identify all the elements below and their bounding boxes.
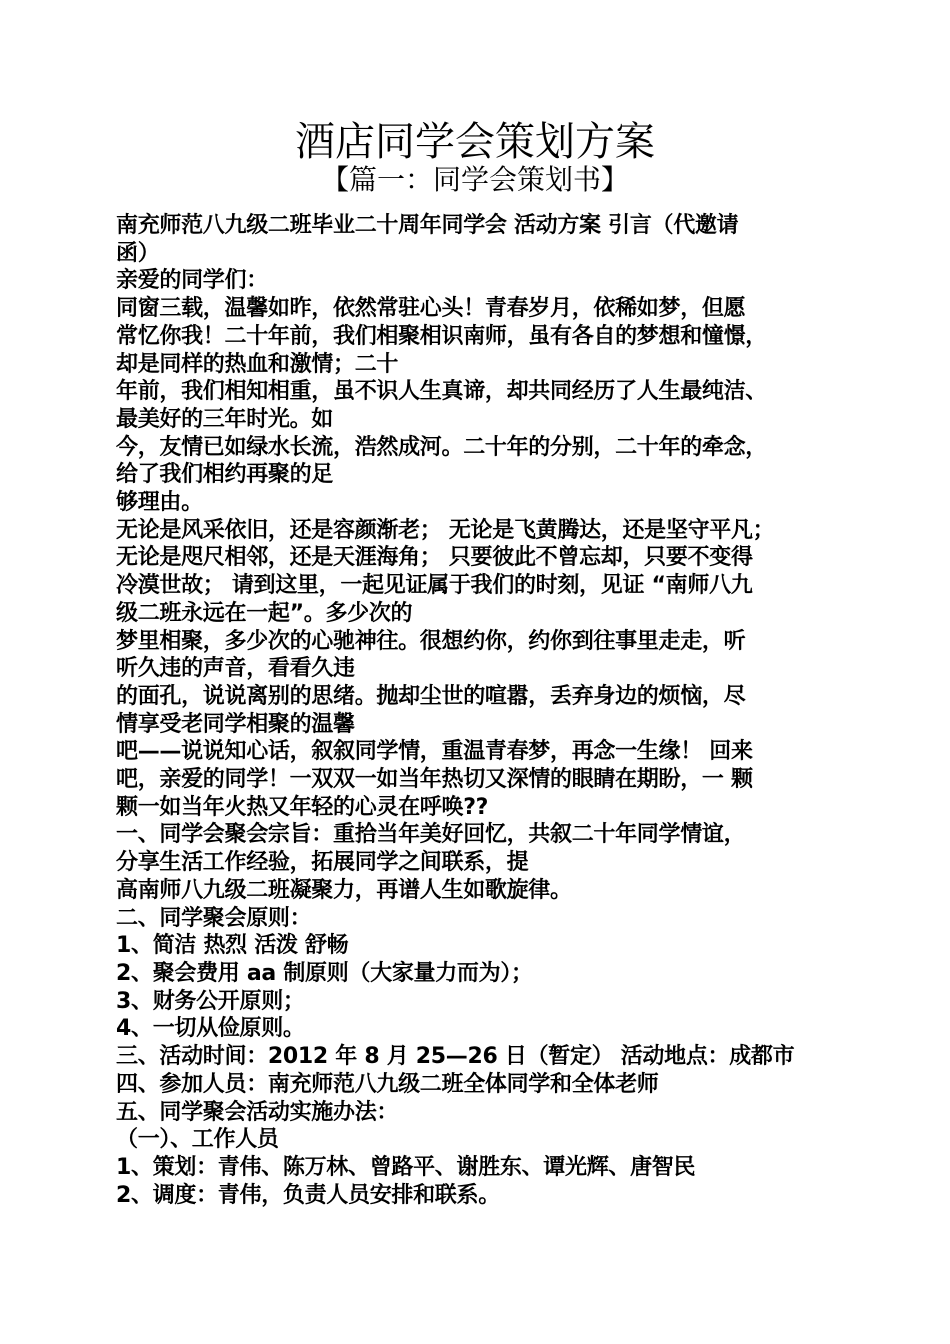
text-line: 3、财务公开原则； <box>116 988 305 1014</box>
text-line: 1、策划：青伟、陈万林、曾路平、谢胜东、谭光辉、唐智民 <box>116 1154 696 1180</box>
text-line: 年前，我们相知相重，虽不识人生真谛，却共同经历了人生最纯洁、 <box>116 379 768 405</box>
text-line: 却是同样的热血和激情；二十 <box>116 351 399 377</box>
text-line: 听久违的声音，看看久违 <box>116 656 355 682</box>
text-line: 同窗三载，温馨如昨，依然常驻心头！青春岁月，依稀如梦，但愿 <box>116 296 746 322</box>
text-line: 五、同学聚会活动实施办法： <box>116 1099 399 1125</box>
text-line: 吧，亲爱的同学！一双双一如当年热切又深情的眼睛在期盼，一 颗 <box>116 767 753 793</box>
text-line: 亲爱的同学们： <box>116 268 268 294</box>
document-title: 酒店同学会策划方案 <box>295 119 655 165</box>
text-line: 吧——说说知心话，叙叙同学情，重温青春梦，再念一生缘！ 回来 <box>116 739 753 765</box>
text-line: 函） <box>116 240 160 266</box>
text-line: 无论是风采依旧，还是容颜渐老； 无论是飞黄腾达，还是坚守平凡； <box>116 517 775 543</box>
text-line: 级二班永远在一起”。多少次的 <box>116 600 413 626</box>
text-line: 1、简洁 热烈 活泼 舒畅 <box>116 933 349 959</box>
text-line: 分享生活工作经验，拓展同学之间联系，提 <box>116 850 529 876</box>
text-line: 二、同学聚会原则： <box>116 905 312 931</box>
text-line: 一、同学会聚会宗旨：重拾当年美好回忆，共叙二十年同学情谊， <box>116 822 746 848</box>
document-subtitle: 【篇一：同学会策划书】 <box>320 163 629 196</box>
text-line: 四、参加人员：南充师范八九级二班全体同学和全体老师 <box>116 1071 659 1097</box>
text-line: 冷漠世故； 请到这里，一起见证属于我们的时刻，见证 “南师八九 <box>116 573 753 599</box>
text-line: 情享受老同学相聚的温馨 <box>116 711 355 737</box>
text-line: 够理由。 <box>116 490 203 516</box>
text-line: 高南师八九级二班凝聚力，再谱人生如歌旋律。 <box>116 877 572 903</box>
text-line: 给了我们相约再聚的足 <box>116 462 334 488</box>
text-line: 梦里相聚，多少次的心驰神往。很想约你，约你到往事里走走，听 <box>116 628 746 654</box>
text-line: （一）、工作人员 <box>116 1127 279 1153</box>
text-line: 的面孔，说说离别的思绪。抛却尘世的喧嚣，丢弃身边的烦恼，尽 <box>116 683 746 709</box>
document-body <box>116 212 846 1209</box>
text-line: 颗一如当年火热又年轻的心灵在呼唤?? <box>116 794 489 820</box>
text-line: 常忆你我！二十年前，我们相聚相识南师，虽有各自的梦想和憧憬， <box>116 323 768 349</box>
text-line: 2、聚会费用 aa 制原则（大家量力而为）； <box>116 960 533 986</box>
text-line: 2、调度：青伟，负责人员安排和联系。 <box>116 1182 500 1208</box>
text-line: 最美好的三年时光。如 <box>116 406 334 432</box>
text-line: 4、一切从俭原则。 <box>116 1016 305 1042</box>
text-line: 南充师范八九级二班毕业二十周年同学会 活动方案 引言（代邀请 <box>116 213 739 238</box>
text-line: 无论是咫尺相邻，还是天涯海角； 只要彼此不曾忘却，只要不变得 <box>116 545 753 571</box>
text-line: 今，友情已如绿水长流，浩然成河。二十年的分别，二十年的牵念， <box>116 434 768 460</box>
text-line: 三、活动时间：2012 年 8 月 25—26 日（暂定） 活动地点：成都市 <box>116 1044 795 1070</box>
